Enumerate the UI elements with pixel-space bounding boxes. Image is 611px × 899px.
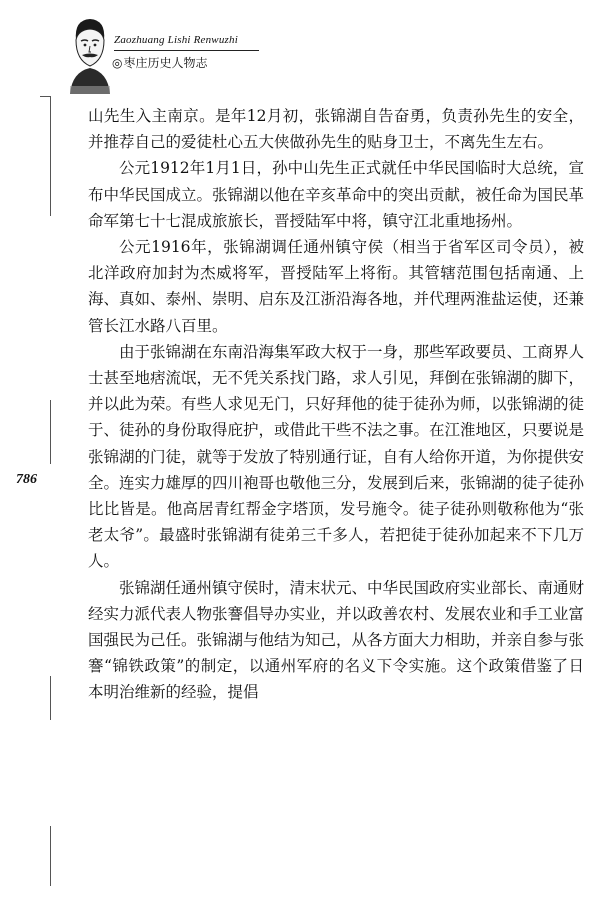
margin-rule [50,400,51,464]
margin-rule [50,676,51,720]
header-latin-title: Zaozhuang Lishi Renwuzhi [114,34,238,46]
margin-rule [50,96,51,216]
paragraph: 山先生入主南京。是年12月初，张锦湖自告奋勇，负责孙先生的安全，并推荐自己的爱徒杜心五大侠做孙先生的贴身卫士，不离先生左右。 [88,107,584,152]
header-chinese-title-line [112,54,208,71]
header-chinese-title: 枣庄历史人物志 [123,56,208,70]
circle-mark-icon: ◎ [112,56,123,70]
page-number: 786 [16,472,37,487]
header-rule [114,50,259,51]
paragraph: 公元1916年，张锦湖调任通州镇守侯（相当于省军区司令员），被北洋政府加封为杰威将军，晋授陆军上将衔。其管辖范围包括南通、上海、真如、泰州、崇明、启东及江浙沿海各地，并代理两淮盐运使，还兼管长江水路八百里。 [88,238,585,335]
margin-rule [50,826,51,886]
paragraph: 由于张锦湖在东南沿海集军政大权于一身，那些军政要员、工商界人士甚至地痞流氓，无不凭关系找门路，求人引见，拜倒在张锦湖的脚下，并以此为荣。有些人求见无门，只好拜他的徒于徒孙为师，以张锦湖的徒于、徒孙的身份取得庇护，或借此干些不法之事。在江淮地区，只要说是张锦湖的门徒，就等于发放了特别通行证，自有人给你开道，为你提供安全。连实力雄厚的四川袍哥也敬他三分，发展到后来，张锦湖的徒子徒孙比比皆是。他高居青红帮金字塔顶，发号施令。徒子徒孙则敬称他为“张老太爷”。最盛时张锦湖有徒弟三千多人，若把徒于徒孙加起来不下几万人。 [88,342,585,571]
paragraph: 张锦湖任通州镇守侯时，清末状元、中华民国政府实业部长、南通财经实力派代表人物张謇倡导办实业，并以政善农村、发展农业和手工业富国强民为己任。张锦湖与他结为知己，从各方面大力相助，并亲自参与张謇“锦铁政策”的制定，以通州军府的名义下令实施。这个政策借鉴了日本明治维新的经验，提倡 [88,578,585,702]
margin-tick [40,96,50,97]
paragraph: 公元1912年1月1日，孙中山先生正式就任中华民国临时大总统，宣布中华民国成立。张锦湖以他在辛亥革命中的突出贡献，被任命为国民革命军第七十七混成旅旅长，晋授陆军中将，镇守江北重地扬州。 [88,159,585,230]
running-header [66,10,586,100]
portrait-icon [66,14,114,94]
body-text [88,103,584,706]
